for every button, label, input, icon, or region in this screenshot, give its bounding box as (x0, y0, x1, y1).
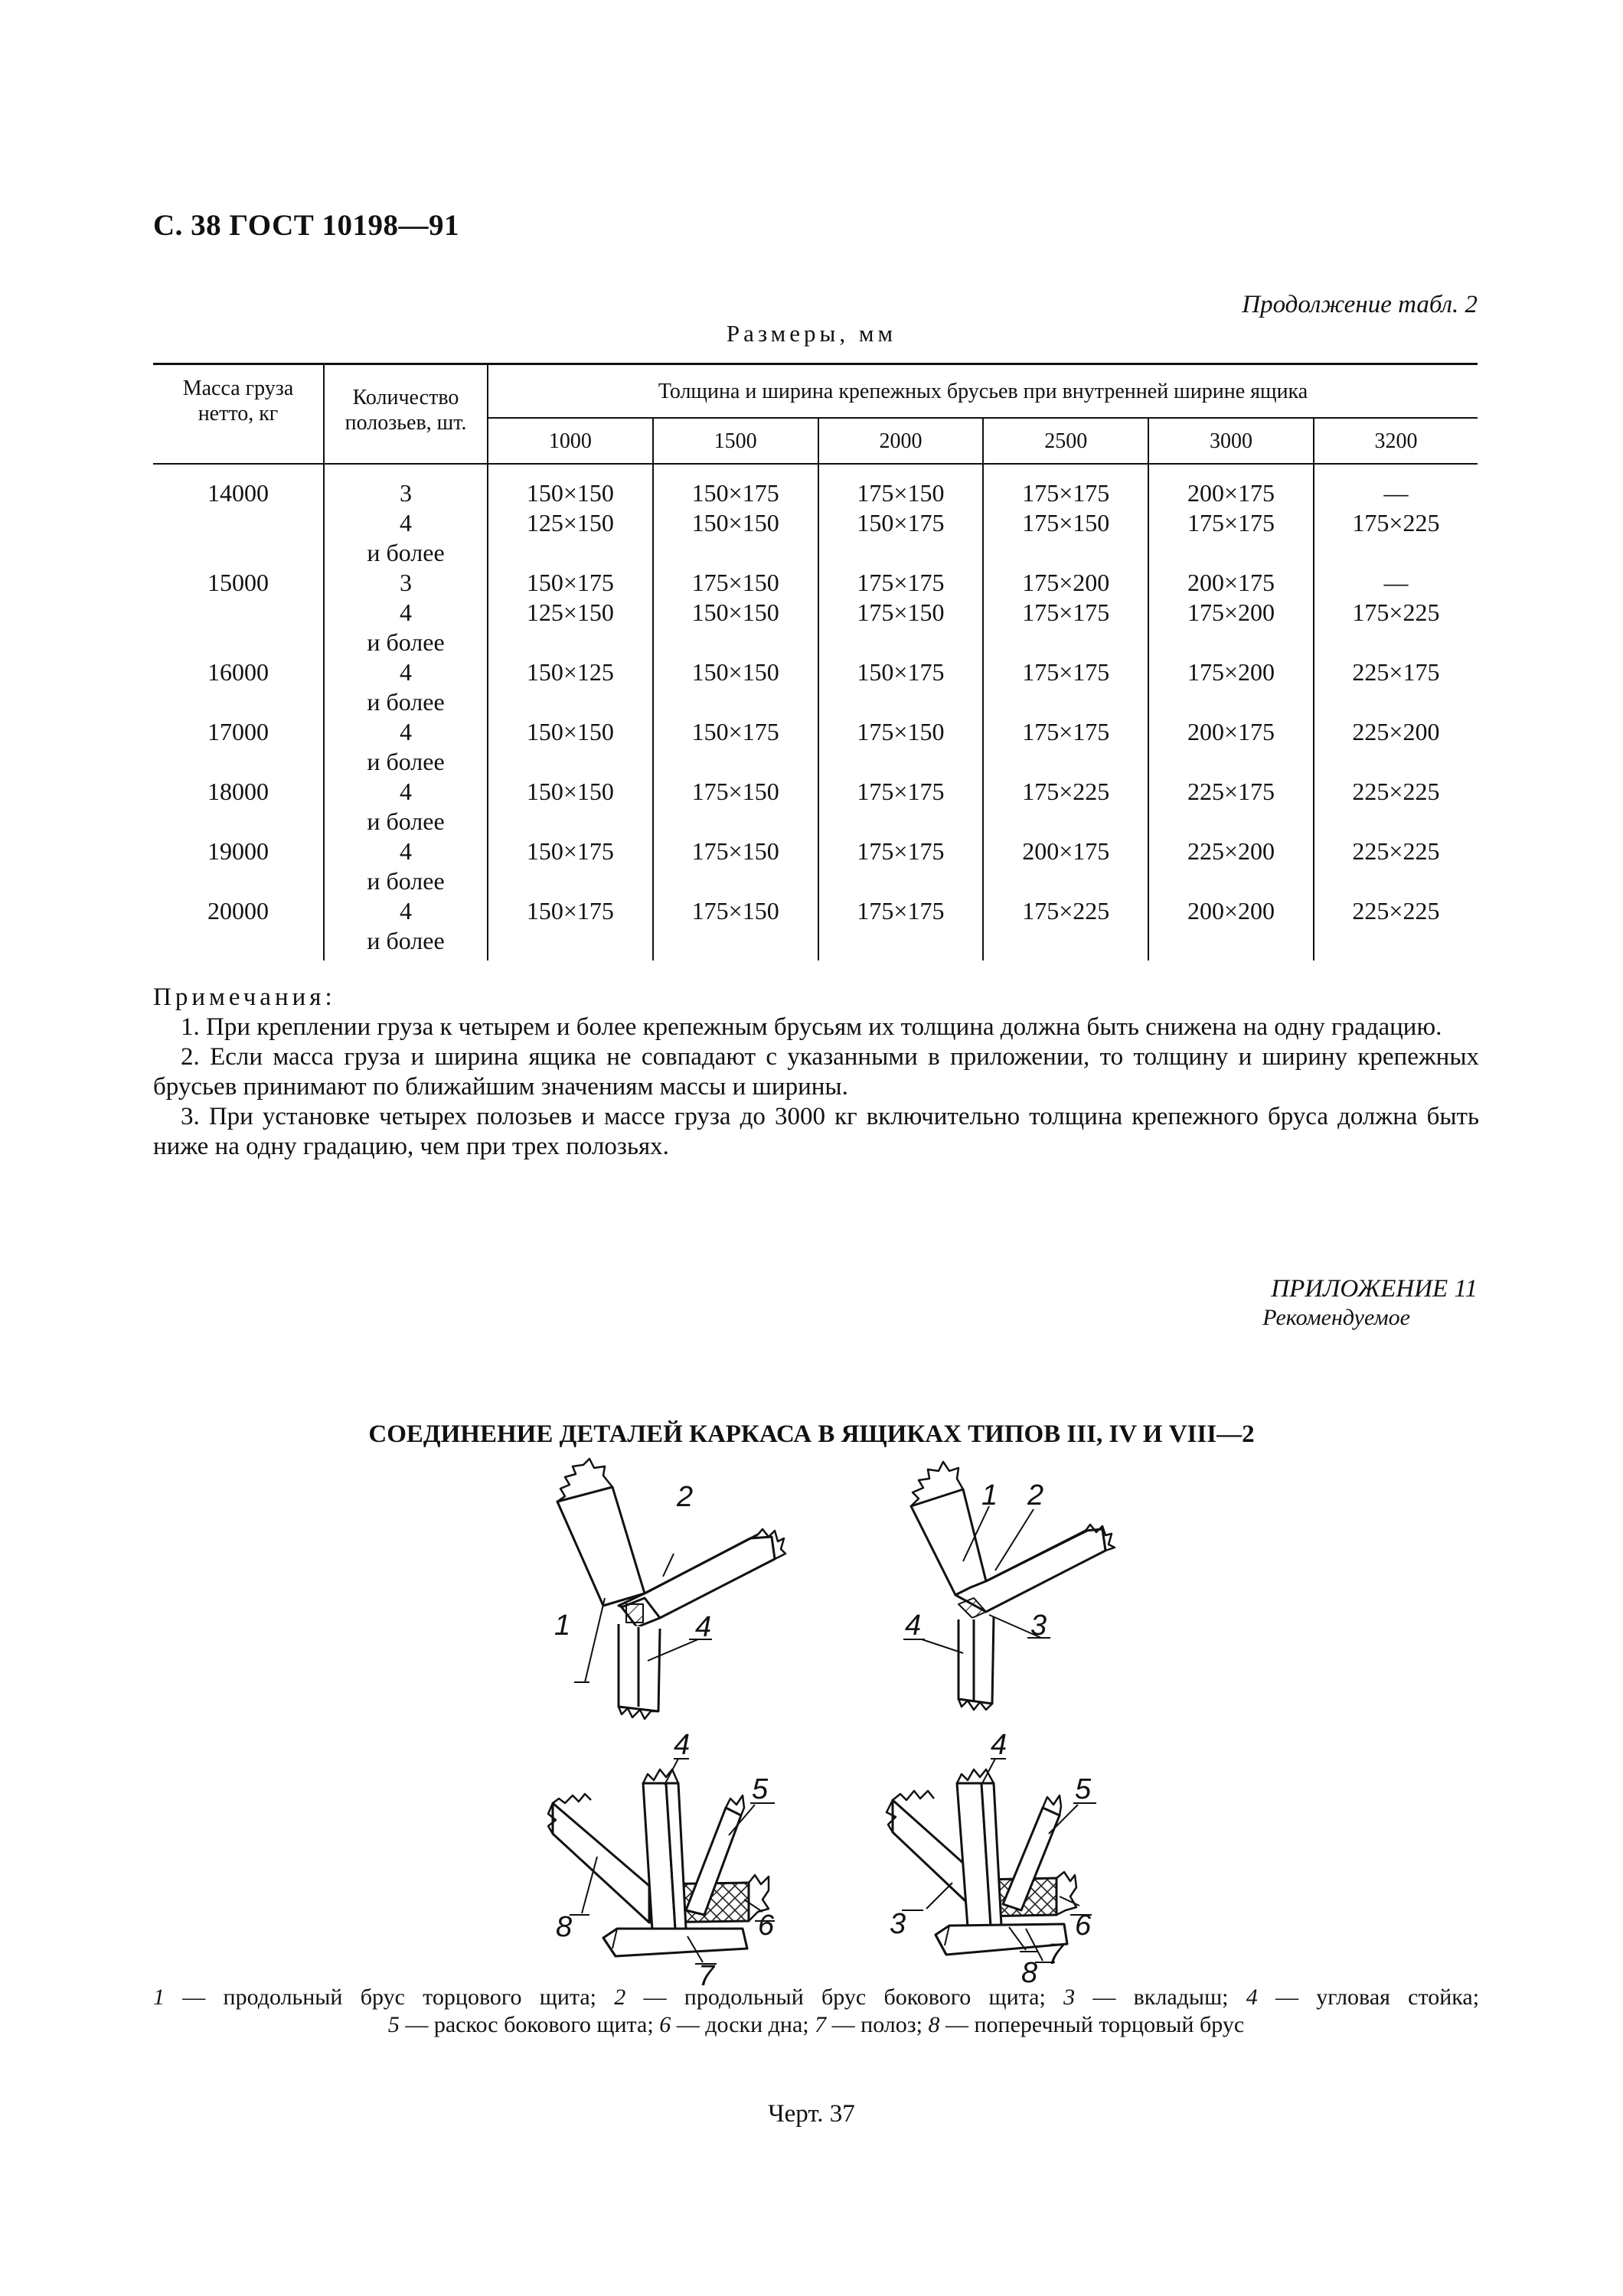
cell-size: 175×175 (818, 837, 984, 866)
cell-count: 4 (324, 896, 488, 926)
cell-count: 4 (324, 837, 488, 866)
legend-text: — раскос бокового щита; (399, 2012, 654, 2037)
cell-size: 150×175 (818, 508, 984, 538)
callout-number: 3 (1030, 1609, 1047, 1642)
cell-count: 4 (324, 598, 488, 628)
cell-size: 175×200 (1148, 598, 1314, 628)
cell-count: 4 (324, 508, 488, 538)
legend-number: 5 (387, 2012, 400, 2037)
cell-count: 4 (324, 657, 488, 687)
cell-size: 150×150 (488, 777, 653, 807)
figure-legend (153, 1984, 1479, 2039)
cell-size: 175×150 (818, 717, 984, 747)
cell-size: 175×150 (653, 896, 818, 926)
legend-text: — полоз; (826, 2012, 923, 2037)
cell-count: 3 (324, 464, 488, 508)
cell-size: 225×200 (1148, 837, 1314, 866)
legend-number: 6 (659, 2012, 671, 2037)
callout-number: 3 (890, 1908, 906, 1940)
col-header-width: 2000 (818, 418, 984, 464)
joint-drawing-a (557, 1459, 785, 1719)
legend-line (153, 1984, 1479, 2011)
note-item: 3. При установке четырех полозьев и массе груза до 3000 кг включительно толщина крепежного бруса должна быть ниже на одну градацию, чем при трех полозьях. (153, 1103, 1479, 1160)
cell-size: 200×200 (1148, 896, 1314, 926)
callout-number: 1 (981, 1479, 998, 1512)
callout-number: 2 (677, 1481, 694, 1513)
cell-size: 200×175 (1148, 568, 1314, 598)
cell-size: 175×150 (818, 598, 984, 628)
col-header-thickness: Толщина и ширина крепежных брусьев при внутренней ширине ящика (488, 364, 1478, 419)
legend-number: 1 (153, 1985, 165, 2010)
callout-number: 6 (758, 1910, 775, 1942)
cell-size: 225×175 (1314, 657, 1478, 687)
callout-number: 5 (1075, 1773, 1092, 1805)
cell-size: 175×175 (818, 777, 984, 807)
cell-size: 225×225 (1314, 896, 1478, 926)
cell-count: и более (324, 866, 488, 896)
cell-size: 175×175 (818, 896, 984, 926)
cell-size: 150×150 (488, 464, 653, 508)
col-header-width: 3000 (1148, 418, 1314, 464)
col-header-width: 1500 (653, 418, 818, 464)
cell-size: 175×150 (818, 464, 984, 508)
cell-count: 4 (324, 717, 488, 747)
callout-number: 4 (905, 1609, 922, 1642)
callout-number: 4 (695, 1611, 712, 1643)
cell-size: 150×125 (488, 657, 653, 687)
legend-number: 7 (815, 2012, 827, 2037)
legend-number: 8 (928, 2012, 940, 2037)
cell-mass: 15000 (207, 569, 269, 596)
appendix-label: ПРИЛОЖЕНИЕ 11 (1271, 1275, 1478, 1303)
col-header-width: 2500 (983, 418, 1148, 464)
callout-number: 5 (752, 1773, 769, 1805)
cell-size: 175×150 (983, 508, 1148, 538)
cell-size: 150×175 (653, 464, 818, 508)
col-header-mass: Масса груза нетто, кг (153, 364, 324, 465)
cell-size: — (1314, 464, 1478, 508)
cell-size: 175×175 (1148, 508, 1314, 538)
legend-number: 4 (1246, 1985, 1258, 2010)
cell-size: 225×225 (1314, 777, 1478, 807)
cell-count: и более (324, 926, 488, 960)
callout-number: 1 (554, 1609, 571, 1642)
cell-size: 200×175 (1148, 464, 1314, 508)
cell-count: и более (324, 807, 488, 837)
cell-size: 125×150 (488, 598, 653, 628)
cell-size: 225×200 (1314, 717, 1478, 747)
cell-count: и более (324, 538, 488, 568)
cell-size: 175×225 (983, 777, 1148, 807)
cell-size: 150×175 (818, 657, 984, 687)
cell-size: 175×225 (1314, 508, 1478, 538)
cell-size: 175×175 (818, 568, 984, 598)
notes-title: Примечания: (153, 983, 336, 1011)
cell-size: 175×225 (1314, 598, 1478, 628)
cell-size: — (1314, 568, 1478, 598)
cell-size: 150×175 (488, 837, 653, 866)
callout-number: 2 (1027, 1479, 1044, 1512)
callout-number: 4 (991, 1729, 1007, 1761)
table-continuation-label: Продолжение табл. 2 (1242, 291, 1478, 318)
cell-size: 175×150 (653, 777, 818, 807)
joint-drawing-c (548, 1759, 775, 1964)
cell-count: 4 (324, 777, 488, 807)
cell-mass: 19000 (207, 837, 269, 865)
cell-size: 150×150 (488, 717, 653, 747)
cell-size: 200×175 (1148, 717, 1314, 747)
cell-size: 150×175 (488, 568, 653, 598)
appendix-title: СОЕДИНЕНИЕ ДЕТАЛЕЙ КАРКАСА В ЯЩИКАХ ТИПОВ III, IV И VIII—2 (368, 1420, 1255, 1448)
cell-size: 125×150 (488, 508, 653, 538)
cell-size: 175×175 (983, 464, 1148, 508)
cell-size: 150×175 (488, 896, 653, 926)
legend-number: 3 (1063, 1985, 1076, 2010)
callout-number: 8 (1021, 1957, 1038, 1989)
cell-size: 175×175 (983, 717, 1148, 747)
legend-number: 2 (614, 1985, 626, 2010)
table-units-label: Размеры, мм (726, 320, 897, 347)
page-header: С. 38 ГОСТ 10198—91 (153, 209, 459, 242)
legend-text: — поперечный торцовый брус (939, 2012, 1245, 2037)
cell-size: 175×150 (653, 837, 818, 866)
cell-size: 225×175 (1148, 777, 1314, 807)
joint-drawing-d (887, 1759, 1096, 1962)
cell-count: и более (324, 747, 488, 777)
cell-size: 200×175 (983, 837, 1148, 866)
appendix-status: Рекомендуемое (1262, 1305, 1410, 1330)
legend-text: — доски дна; (671, 2012, 809, 2037)
callout-number: 4 (674, 1729, 691, 1761)
legend-text: — продольный брус бокового щита; (625, 1985, 1046, 2010)
cell-size: 175×150 (653, 568, 818, 598)
note-item: 2. Если масса груза и ширина ящика не совпадают с указанными в приложении, то толщину и ширину крепежных брусьев принимают по ближайшим значениям массы и ширины. (153, 1043, 1479, 1101)
cell-mass: 14000 (207, 479, 269, 507)
col-header-width: 1000 (488, 418, 653, 464)
cell-size: 225×225 (1314, 837, 1478, 866)
cell-size: 150×150 (653, 508, 818, 538)
figure-caption: Черт. 37 (768, 2100, 855, 2128)
callout-number: 8 (556, 1911, 573, 1943)
cell-mass: 20000 (207, 897, 269, 925)
cell-size: 150×150 (653, 657, 818, 687)
cell-count: и более (324, 687, 488, 717)
cell-mass: 16000 (207, 658, 269, 686)
callout-number: 6 (1075, 1910, 1092, 1942)
cell-size: 175×175 (983, 598, 1148, 628)
col-header-width: 3200 (1314, 418, 1478, 464)
legend-line (153, 2011, 1479, 2039)
cell-size: 175×175 (983, 657, 1148, 687)
cell-size: 150×175 (653, 717, 818, 747)
cell-size: 175×200 (1148, 657, 1314, 687)
legend-text: — продольный брус торцового щита; (165, 1985, 597, 2010)
cell-mass: 17000 (207, 718, 269, 745)
cell-count: и более (324, 628, 488, 657)
legend-text: — угловая стойка; (1257, 1985, 1480, 2010)
note-item: 1. При креплении груза к четырем и более крепежным брусьям их толщина должна быть снижена на одну градацию. (181, 1013, 1442, 1041)
cell-size: 175×200 (983, 568, 1148, 598)
callout-number: 7 (1047, 1939, 1064, 1971)
legend-text: — вкладыш; (1075, 1985, 1229, 2010)
cell-count: 3 (324, 568, 488, 598)
col-header-count: Количество полозьев, шт. (324, 364, 488, 465)
cell-mass: 18000 (207, 778, 269, 805)
cell-size: 175×225 (983, 896, 1148, 926)
cell-size: 150×150 (653, 598, 818, 628)
callout-number: 7 (698, 1960, 715, 1992)
joint-drawing-b (903, 1462, 1115, 1710)
